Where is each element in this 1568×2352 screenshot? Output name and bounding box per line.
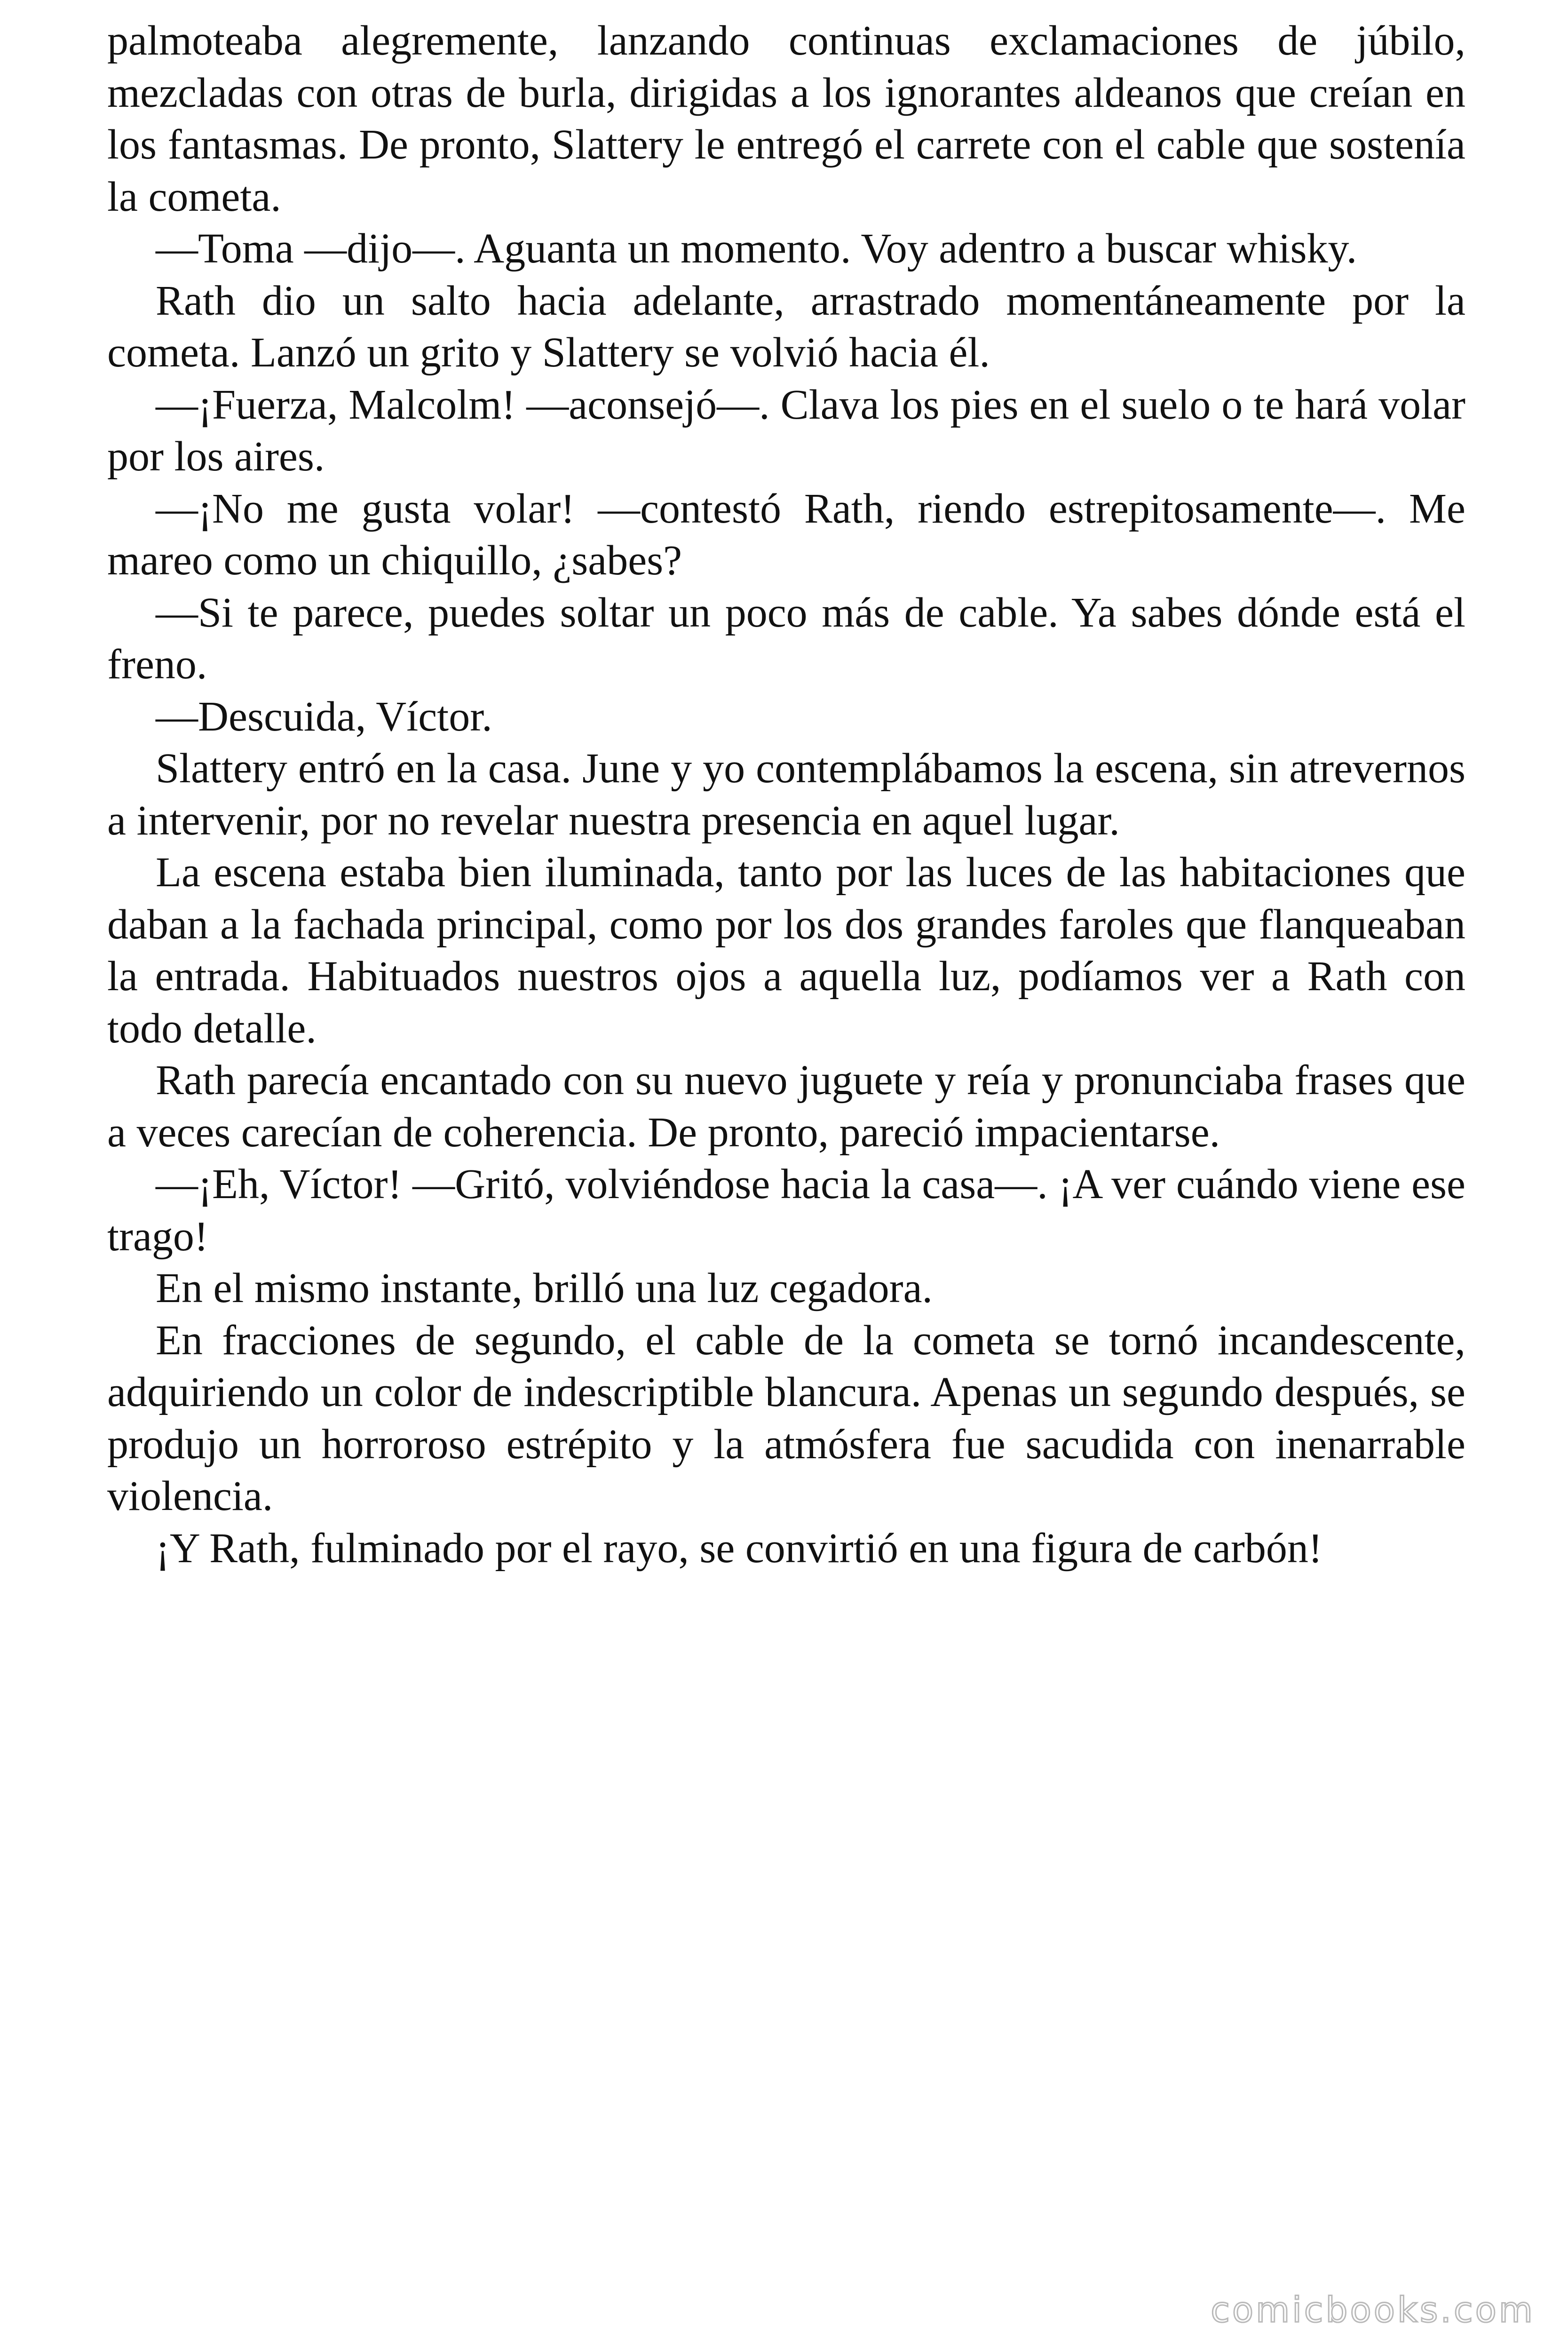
paragraph-10: Rath parecía encantado con su nuevo juguete y reía y pronunciaba frases que a veces carecían de coherencia. De pronto, pareció impacientarse. <box>107 1057 1465 1156</box>
paragraph-12: En el mismo instante, brilló una luz cegadora. <box>156 1265 933 1311</box>
paragraph-8: Slattery entró en la casa. June y yo contemplábamos la escena, sin atrevernos a intervenir, por no revelar nuestra presencia en aquel lugar. <box>107 745 1465 844</box>
paragraph-1: palmoteaba alegremente, lanzando continuas exclamaciones de júbilo, mezcladas con otras de burla, dirigidas a los ignorantes aldeanos que creían en los fantasmas. De pronto, Slattery le entregó el carrete con el cable que sostenía la cometa. <box>107 17 1465 220</box>
paragraph-5: —¡No me gusta volar! —contestó Rath, riendo estrepitosamente—. Me mareo como un chiquillo, ¿sabes? <box>107 485 1465 584</box>
paragraph-6: —Si te parece, puedes soltar un poco más de cable. Ya sabes dónde está el freno. <box>107 589 1465 688</box>
watermark: comicbooks.com <box>1211 2290 1535 2330</box>
paragraph-4: —¡Fuerza, Malcolm! —aconsejó—. Clava los pies en el suelo o te hará volar por los aires. <box>107 381 1465 480</box>
paragraph-11: —¡Eh, Víctor! —Gritó, volviéndose hacia la casa—. ¡A ver cuándo viene ese trago! <box>107 1161 1465 1260</box>
paragraph-2: —Toma —dijo—. Aguanta un momento. Voy adentro a buscar whisky. <box>156 225 1357 272</box>
paragraph-7: —Descuida, Víctor. <box>156 693 492 740</box>
paragraph-3: Rath dio un salto hacia adelante, arrastrado momentáneamente por la cometa. Lanzó un grito y Slattery se volvió hacia él. <box>107 277 1465 376</box>
page-body <box>107 15 1465 1574</box>
paragraph-13: En fracciones de segundo, el cable de la cometa se tornó incandescente, adquiriendo un color de indescriptible blancura. Apenas un segundo después, se produjo un horroroso estrépito y la atmósfera fue sacudida con inenarrable violencia. <box>107 1317 1465 1519</box>
paragraph-14: ¡Y Rath, fulminado por el rayo, se convirtió en una figura de carbón! <box>156 1525 1323 1572</box>
paragraph-9: La escena estaba bien iluminada, tanto por las luces de las habitaciones que daban a la fachada principal, como por los dos grandes faroles que flanqueaban la entrada. Habituados nuestros ojos a aquella luz, podíamos ver a Rath con todo detalle. <box>107 849 1465 1052</box>
